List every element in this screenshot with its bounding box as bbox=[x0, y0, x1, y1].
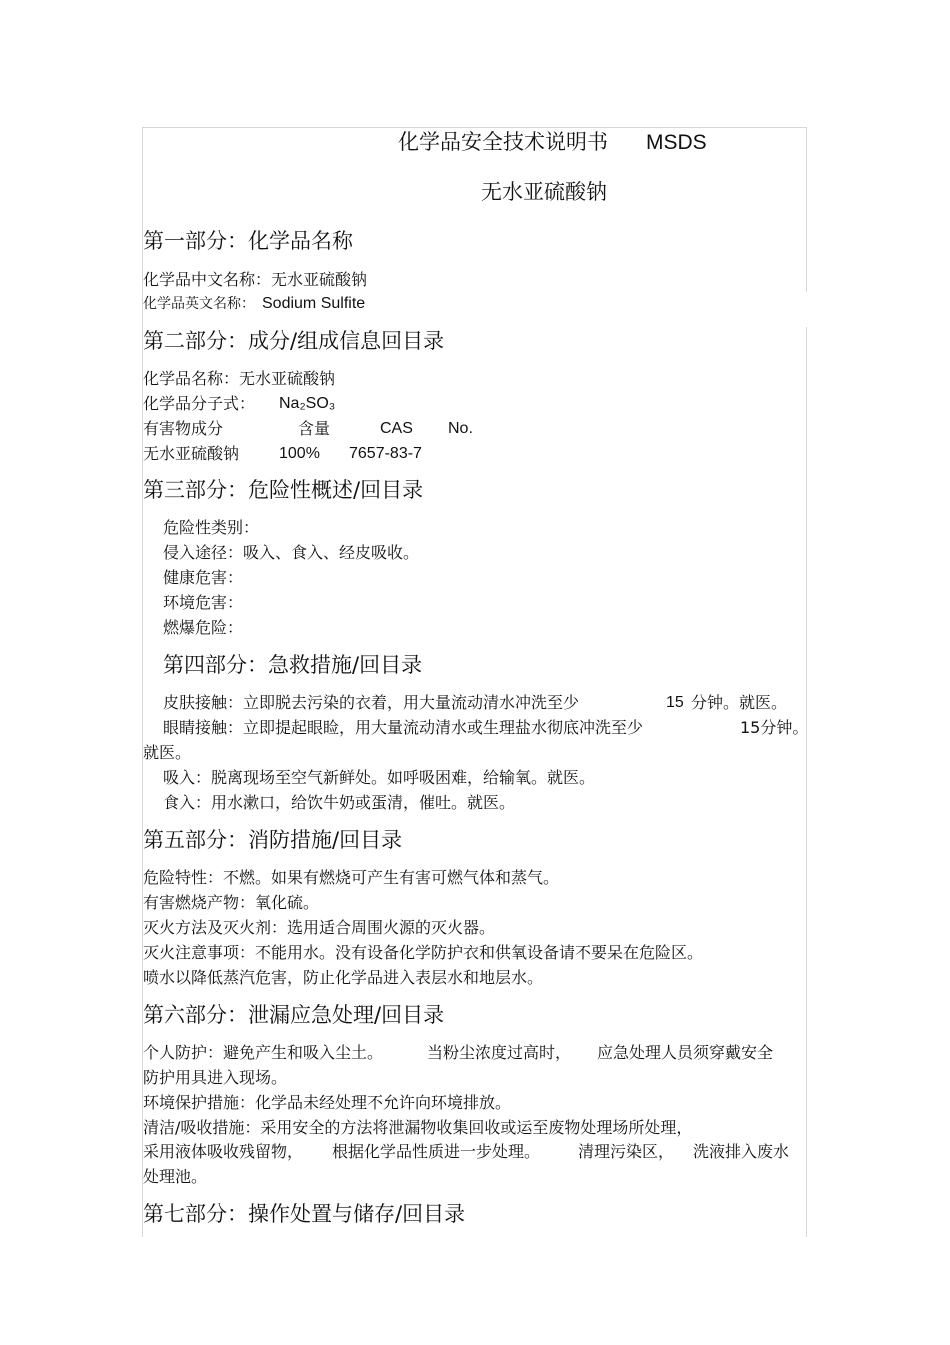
hazard-category: 危险性类别： bbox=[163, 518, 260, 537]
inhalation-text: 吸入：脱离现场至空气新鲜处。如呼吸困难，给输氧。就医。 bbox=[163, 768, 596, 787]
section-1-heading: 第一部分：化学品名称 bbox=[143, 229, 353, 253]
section-7-heading: 第七部分：操作处置与储存/回目录 bbox=[143, 1202, 466, 1226]
environmental-hazards: 环境危害： bbox=[163, 593, 244, 612]
section-5-heading: 第五部分：消防措施/回目录 bbox=[143, 828, 403, 852]
table-header-cas: CAS bbox=[380, 420, 413, 437]
cleanup-line-d: 洗液排入废水 bbox=[693, 1142, 790, 1161]
section-3-heading: 第三部分：危险性概述/回目录 bbox=[143, 478, 424, 502]
cleanup-line-b: 根据化学品性质进一步处理。 bbox=[332, 1142, 541, 1161]
extinguishing-methods: 灭火方法及灭火剂：选用适合周围火源的灭火器。 bbox=[143, 918, 496, 937]
document-title: 化学品安全技术说明书 bbox=[398, 130, 608, 154]
explosion-hazards: 燃爆危险： bbox=[163, 618, 244, 637]
table-row-content: 100% bbox=[279, 445, 320, 462]
english-name-value: Sodium Sulfite bbox=[262, 295, 366, 312]
document-subtitle: 无水亚硫酸钠 bbox=[481, 180, 607, 204]
cleanup-line-c: 清理污染区， bbox=[578, 1142, 675, 1161]
cleanup-line-a: 采用液体吸收残留物， bbox=[143, 1142, 304, 1161]
table-row-name: 无水亚硫酸钠 bbox=[143, 444, 240, 463]
exposure-routes: 侵入途径：吸入、食入、经皮吸收。 bbox=[163, 543, 420, 562]
environmental-measures: 环境保护措施：化学品未经处理不允许向环境排放。 bbox=[143, 1093, 512, 1112]
firefighting-precautions: 灭火注意事项：不能用水。没有设备化学防护衣和供氧设备请不要呆在危险区。 bbox=[143, 943, 704, 962]
personal-protection-a: 个人防护：避免产生和吸入尘土。 bbox=[143, 1043, 384, 1062]
ingestion-text: 食入：用水漱口，给饮牛奶或蛋清，催吐。就医。 bbox=[163, 793, 516, 812]
section-2-heading: 第二部分：成分/组成信息回目录 bbox=[143, 329, 445, 353]
product-name-line: 化学品名称：无水亚硫酸钠 bbox=[143, 369, 336, 388]
frame-right-line-upper bbox=[806, 127, 807, 292]
water-spray-note: 喷水以降低蒸汽危害，防止化学品进入表层水和地层水。 bbox=[143, 968, 544, 987]
personal-protection-b: 当粉尘浓度过高时， bbox=[427, 1043, 572, 1062]
health-hazards: 健康危害： bbox=[163, 568, 244, 587]
eye-contact-text: 眼睛接触：立即提起眼睑，用大量流动清水或生理盐水彻底冲洗至少 bbox=[163, 718, 644, 737]
skin-contact-end: 分钟。就医。 bbox=[691, 693, 788, 712]
table-row-cas: 7657-83-7 bbox=[349, 445, 422, 462]
skin-contact-text: 皮肤接触：立即脱去污染的衣着，用大量流动清水冲洗至少 bbox=[163, 693, 580, 712]
document-title-tag: MSDS bbox=[646, 131, 707, 154]
combustion-products: 有害燃烧产物：氧化硫。 bbox=[143, 893, 320, 912]
eye-contact-minutes: 15分钟。 bbox=[740, 718, 809, 737]
cleanup-continued: 处理池。 bbox=[143, 1167, 208, 1186]
skin-contact-minutes: 15 bbox=[666, 694, 684, 711]
frame-top-line bbox=[142, 127, 807, 128]
personal-protection-c: 应急处理人员须穿戴安全 bbox=[597, 1043, 774, 1062]
section-4-heading: 第四部分：急救措施/回目录 bbox=[163, 653, 423, 677]
cleanup-measures: 清洁/吸收措施：采用安全的方法将泄漏物收集回收或运至废物处理场所处理， bbox=[143, 1118, 693, 1137]
formula-value: Na₂SO₃ bbox=[279, 395, 336, 412]
table-header-content: 含量 bbox=[298, 419, 331, 438]
table-header-component: 有害物成分 bbox=[143, 419, 224, 438]
eye-contact-continued: 就医。 bbox=[143, 743, 192, 762]
personal-protection-continued: 防护用具进入现场。 bbox=[143, 1068, 288, 1087]
section-6-heading: 第六部分：泄漏应急处理/回目录 bbox=[143, 1003, 445, 1027]
frame-right-line-lower bbox=[806, 327, 807, 1237]
fire-hazard-characteristics: 危险特性：不燃。如果有燃烧可产生有害可燃气体和蒸气。 bbox=[143, 868, 560, 887]
english-name-label: 化学品英文名称： bbox=[143, 296, 255, 312]
formula-label: 化学品分子式： bbox=[143, 394, 256, 413]
table-header-no: No. bbox=[448, 420, 473, 437]
chinese-name-line: 化学品中文名称：无水亚硫酸钠 bbox=[143, 270, 368, 289]
